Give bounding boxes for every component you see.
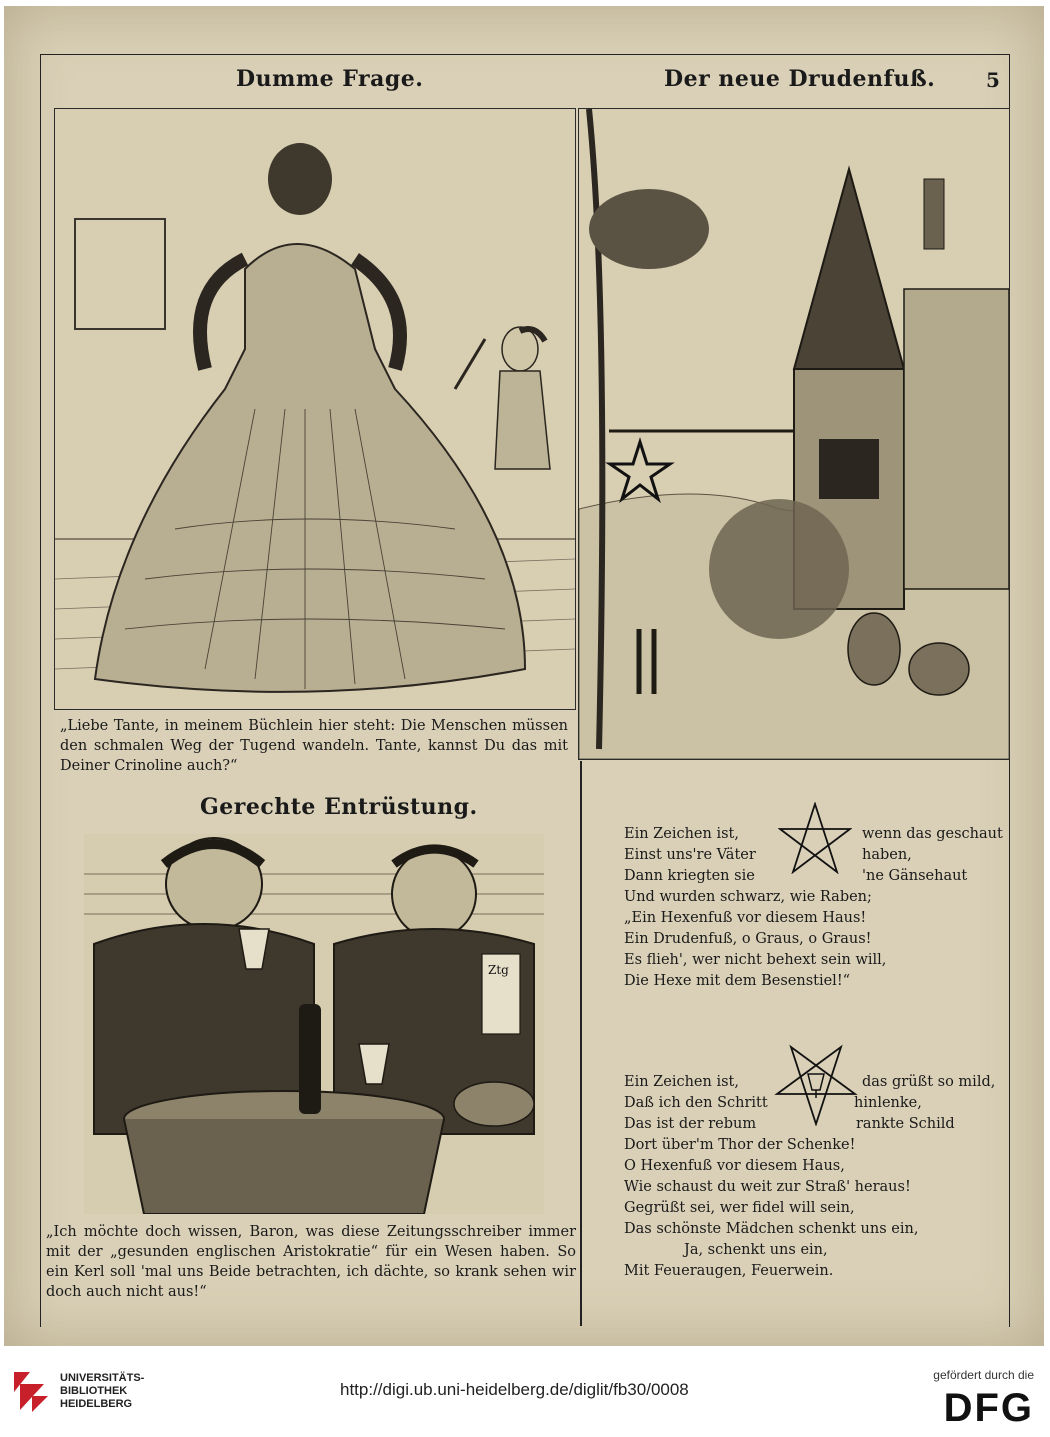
barons-drawing	[84, 834, 544, 1214]
poem-line: O Hexenfuß vor diesem Haus,	[624, 1158, 845, 1174]
page-number: 5	[986, 68, 1000, 92]
poem-line: „Ein Hexenfuß vor diesem Haus!	[624, 910, 867, 926]
poem-line: Wie schaust du weit zur Straß' heraus!	[624, 1179, 911, 1195]
pentagram-upright-icon	[778, 802, 852, 874]
title-dumme-frage: Dumme Frage.	[236, 66, 424, 92]
scanned-page	[4, 6, 1044, 1346]
poem-line: Das ist der rebum rankte Schild	[624, 1116, 955, 1132]
funding-note: gefördert durch die	[933, 1368, 1034, 1382]
poem-line: Ein Zeichen ist, wenn das geschaut	[624, 826, 1003, 842]
title-drudenfuss: Der neue Drudenfuß.	[664, 66, 936, 92]
crinoline-illustration	[54, 108, 576, 710]
caption-dumme-frage: „Liebe Tante, in meinem Büchlein hier steht: Die Menschen müssen den schmalen Weg der Tugend wandeln. Tante, kannst Du das mit Deiner Crinoline auch?“	[60, 718, 568, 774]
drudenfuss-illustration	[578, 108, 1010, 760]
poem-line: Daß ich den Schritt hinlenke,	[624, 1095, 922, 1111]
column-divider	[580, 761, 582, 1326]
caption-gerechte-entruestung: „Ich möchte doch wissen, Baron, was diese Zeitungsschreiber immer mit der „gesunden englischen Aristokratie“ für ein Wesen haben. So ein Kerl soll 'mal uns Beide betrachten, ich dächte, so krank sehen wir doch auch nicht aus!“	[46, 1224, 576, 1300]
poem-line: Einst uns're Väter haben,	[624, 847, 912, 863]
poem-line: Die Hexe mit dem Besenstiel!“	[624, 973, 851, 989]
title-gerechte-entruestung: Gerechte Entrüstung.	[200, 794, 478, 820]
poem-line: Und wurden schwarz, wie Raben;	[624, 889, 872, 905]
newspaper-text: Ztg	[488, 963, 509, 977]
poem-line: Das schönste Mädchen schenkt uns ein,	[624, 1221, 919, 1237]
pentagram-inverted-icon	[774, 1044, 858, 1126]
tower-drawing	[579, 109, 1009, 759]
poem-line: Ja, schenkt uns ein,	[684, 1242, 828, 1258]
poem-line: Ein Drudenfuß, o Graus, o Graus!	[624, 931, 872, 947]
dfg-logo: DFG	[943, 1386, 1034, 1430]
university-library-logo-icon	[10, 1368, 52, 1414]
poem-line: Es flieh', wer nicht behext sein will,	[624, 952, 887, 968]
permalink-url[interactable]: http://digi.ub.uni-heidelberg.de/diglit/fb30/0008	[340, 1380, 689, 1399]
viewer-footer	[0, 1346, 1050, 1437]
barons-illustration	[84, 834, 544, 1214]
library-name: UNIVERSITÄTS- BIBLIOTHEK HEIDELBERG	[60, 1372, 145, 1410]
poem-line: Ein Zeichen ist, das grüßt so mild,	[624, 1074, 996, 1090]
poem-line: Dann kriegten sie 'ne Gänsehaut	[624, 868, 968, 884]
poem-line: Gegrüßt sei, wer fidel will sein,	[624, 1200, 855, 1216]
poem-line: Mit Feueraugen, Feuerwein.	[624, 1263, 834, 1279]
poem-line: Dort über'm Thor der Schenke!	[624, 1137, 856, 1153]
crinoline-drawing	[55, 109, 575, 709]
